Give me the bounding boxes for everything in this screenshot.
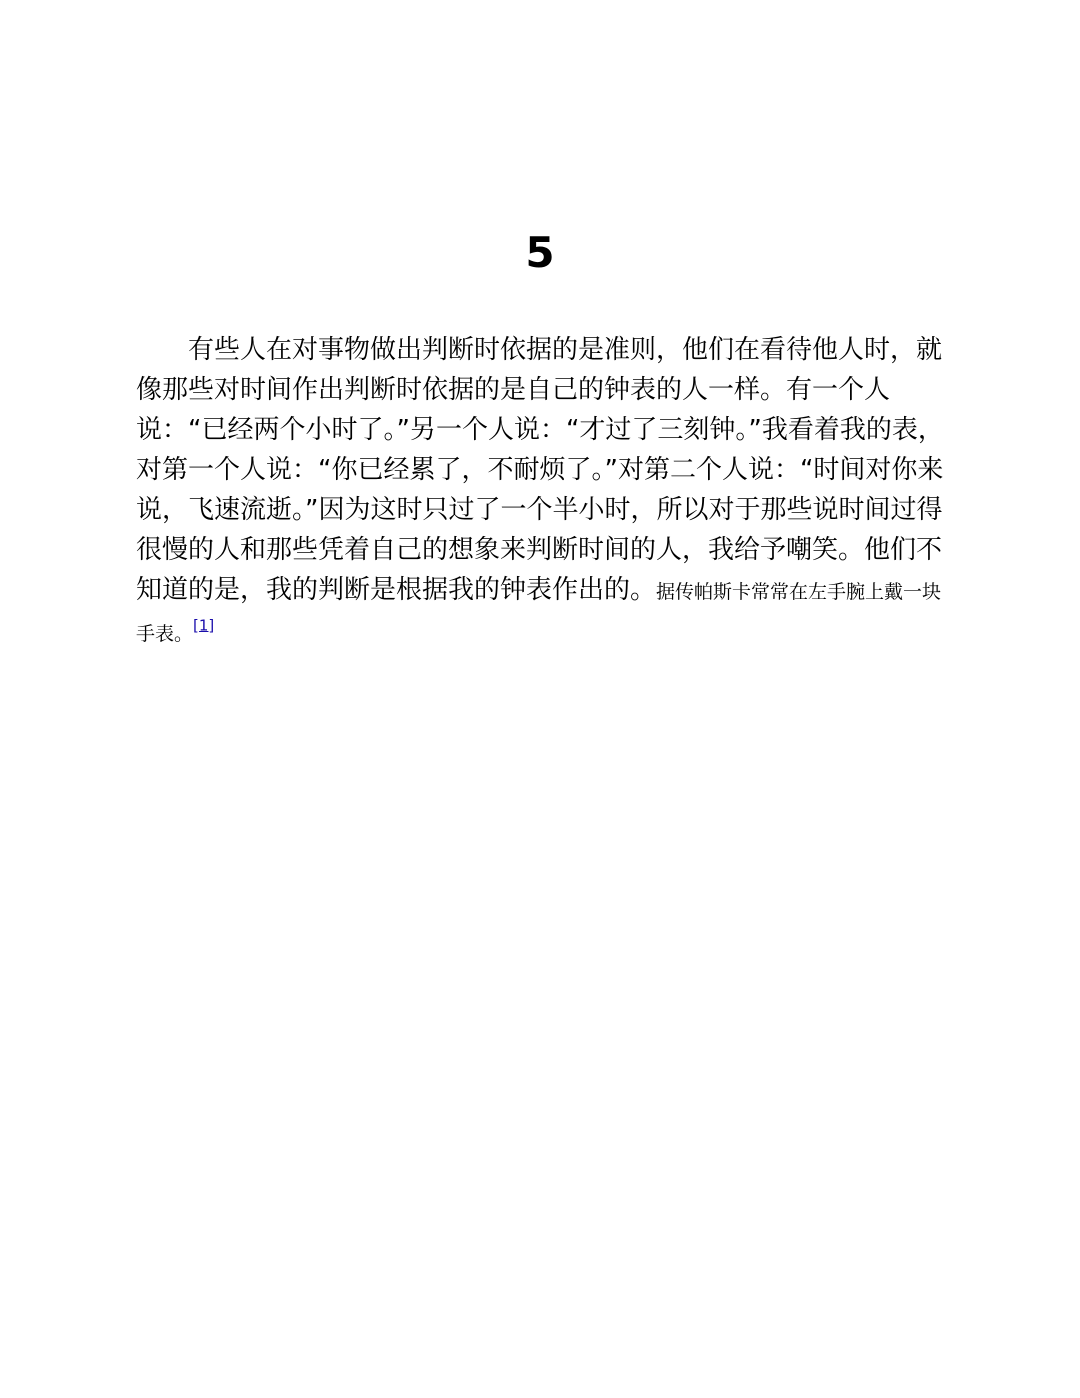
paragraph-note-text: 据传帕斯卡常常在左手腕上戴一块手表。 [136, 581, 942, 645]
body-paragraph [136, 330, 944, 654]
footnote-link[interactable]: [1] [193, 616, 215, 635]
chapter-number: 5 [525, 228, 555, 277]
paragraph-main-text: 有些人在对事物做出判断时依据的是准则，他们在看待他人时，就像那些对时间作出判断时依据的是自己的钟表的人一样。有一个人说：“已经两个小时了。”另一个人说：“才过了三刻钟。”我看着我的表，对第一个人说：“你已经累了，不耐烦了。”对第二个人说：“时间对你来说，飞速流逝。”因为这时只过了一个半小时，所以对于那些说时间过得很慢的人和那些凭着自己的想象来判断时间的人，我给予嘲笑。他们不知道的是，我的判断是根据我的钟表作出的。 [136, 335, 944, 605]
